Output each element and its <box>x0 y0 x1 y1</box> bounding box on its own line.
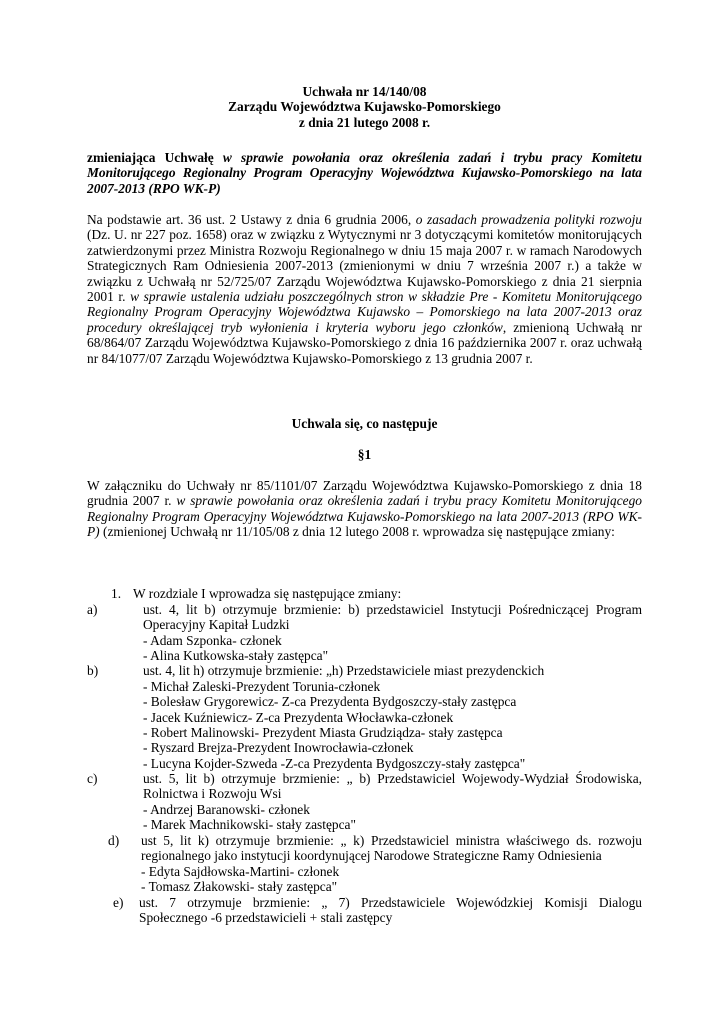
p1-text-1: W załączniku do Uchwały nr 85/1101/07 Zarządu Województwa Kujawsko-Pomorskiego z dnia 18 grudnia 2007 r. <box>87 478 642 509</box>
p1-text-2: (zmienionej Uchwałą nr 11/105/08 z dnia 12 lutego 2008 r. wprowadza się następujące zmiany: <box>99 524 615 540</box>
resolution-header <box>87 84 642 130</box>
p1-italic: w sprawie powołania oraz określenia zadań i trybu pracy Komitetu Monitorującego Regionalny Program Operacyjny Województwa Kujawsko-Pomorskiego na lata 2007-2013 (RPO WK-P) <box>87 493 642 540</box>
list-member: - Lucyna Kojder-Szweda -Z-ca Prezydenta Bydgoszczy-stały zastępca" <box>143 756 526 771</box>
list-member: - Bolesław Grygorewicz- Z-ca Prezydenta Bydgoszczy-stały zastępca <box>143 694 517 709</box>
basis-italic-1: o zasadach prowadzenia polityki rozwoju <box>415 212 643 227</box>
basis-text-3: , zmienioną Uchwałą nr 68/864/07 Zarządu Województwa Kujawsko-Pomorskiego z dnia 16 października 2007 r. oraz uchwałą nr 84/1077/07 Zarządu Województwa Kujawsko-Pomorskiego z 13 grudnia 2007 r. <box>87 319 643 366</box>
list-member: - Robert Malinowski- Prezydent Miasta Grudziądza- stały zastępca <box>143 725 503 740</box>
basis-text-2: (Dz. U. nr 227 poz. 1658) oraz w związku z Wytycznymi nr 3 dotyczącymi komitetów monitorujących zatwierdzonymi przez Ministra Rozwoju Regionalnego w dniu 15 maja 2007 r. w ramach Narodowych Strategicznych Ram Odniesienia 2007-2013 (zmienionymi w dniu 7 września 2007 r.) a także w związku z Uchwałą nr 52/725/07 Zarządu Województwa Kujawsko-Pomorskiego z dnia 21 sierpnia 2001 r. <box>87 227 642 305</box>
title-bold: zmieniająca Uchwałę <box>87 150 223 165</box>
list-member: - Jacek Kuźniewicz- Z-ca Prezydenta Włocławka-członek <box>143 710 454 725</box>
list-marker: b) <box>87 663 99 678</box>
list-member: - Adam Szponka- członek <box>143 633 282 648</box>
list-marker: c) <box>87 771 98 786</box>
section-1-paragraph <box>87 478 642 540</box>
list-item-text: W rozdziale I wprowadza się następujące zmiany: <box>133 586 402 601</box>
basis-text-1: Na podstawie art. 36 ust. 2 Ustawy z dnia 6 grudnia 2006, <box>87 212 416 227</box>
list-member: - Edyta Sajdłowska-Martini- członek <box>141 864 340 879</box>
title-bold-italic: w sprawie powołania oraz określenia zadań i trybu pracy Komitetu Monitorującego Regionalny Program Operacyjny Województwa Kujawsko-Pomorskiego na lata 2007-2013 (RPO WK-P) <box>87 150 642 196</box>
list-item-text: ust. 5, lit b) otrzymuje brzmienie: „ b) Przedstawiciel Wojewody-Wydział Środowiska, Rolnictwa i Rozwoju Wsi <box>143 771 642 802</box>
list-member: - Marek Machnikowski- stały zastępca" <box>143 817 356 832</box>
list-item-text: ust. 4, lit h) otrzymuje brzmienie: „h) Przedstawiciele miast prezydenckich <box>143 663 545 678</box>
list-member: - Michał Zaleski-Prezydent Torunia-członek <box>143 679 381 694</box>
section-mark: §1 <box>357 447 372 462</box>
list-marker: d) <box>108 833 120 848</box>
resolved-heading: Uchwala się, co następuje <box>291 416 438 431</box>
list-item-text: ust. 4, lit b) otrzymuje brzmienie: b) przedstawiciel Instytucji Pośredniczącej Program Operacyjny Kapitał Ludzki <box>143 602 642 633</box>
resolution-number: Uchwała nr 14/140/08 <box>302 84 427 99</box>
list-member: - Alina Kutkowska-stały zastępca" <box>143 648 329 663</box>
list-marker: e) <box>113 895 124 910</box>
list-item-text: ust. 7 otrzymuje brzmienie: „ 7) Przedstawiciele Wojewódzkiej Komisji Dialogu Społecznego -6 przedstawicieli + stali zastępcy <box>139 895 642 926</box>
resolution-date: z dnia 21 lutego 2008 r. <box>298 114 431 130</box>
list-marker: a) <box>87 602 98 617</box>
legal-basis-paragraph <box>87 212 642 366</box>
list-member: - Tomasz Złakowski- stały zastępca" <box>141 879 338 894</box>
resolution-title <box>87 150 642 196</box>
list-item-text: ust 5, lit k) otrzymuje brzmienie: „ k) Przedstawiciel ministra właściwego ds. rozwoju regionalnego jako instytucji koordynującej Narodowe Strategiczne Ramy Odniesienia <box>141 833 642 864</box>
board-name: Zarządu Województwa Kujawsko-Pomorskiego <box>228 99 501 115</box>
list-member: - Ryszard Brejza-Prezydent Inowrocławia-członek <box>143 740 414 755</box>
list-member: - Andrzej Baranowski- członek <box>143 802 310 817</box>
basis-italic-2: w sprawie ustalenia udziału poszczególnych stron w składzie Pre - Komitetu Monitorującego Regionalny Program Operacyjny Województwa Kujawsko – Pomorskiego na lata 2007-2013 oraz procedury określającej tryb wyłonienia i kryteria wyboru jego członków <box>87 289 642 335</box>
list-marker: 1. <box>111 586 122 601</box>
